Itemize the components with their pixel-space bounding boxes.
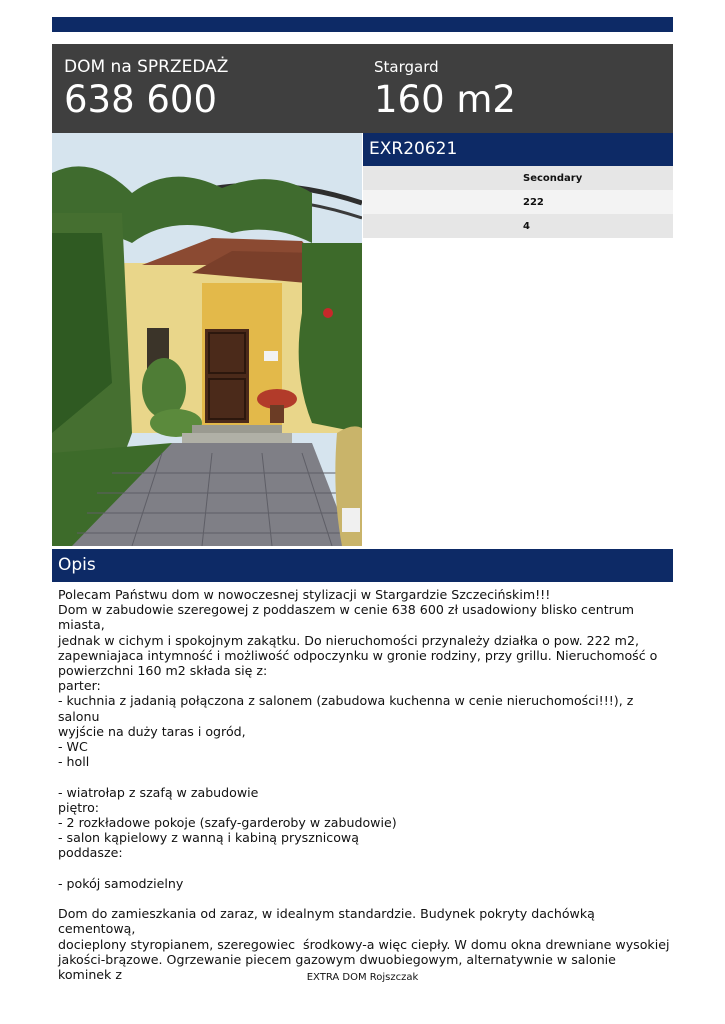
city-label: Stargard: [374, 58, 439, 76]
header-right: [374, 56, 516, 120]
detail-value: Secondary: [523, 173, 583, 184]
detail-value: 4: [523, 221, 530, 232]
listing-ref-bar: [363, 133, 673, 166]
price-value: 638 600: [64, 78, 218, 121]
area-value: 160 m2: [374, 78, 516, 121]
section-title: Opis: [58, 555, 96, 575]
description-text: Polecam Państwu dom w nowoczesnej stylizacji w Stargardzie Szczecińskim!!! Dom w zabudowie szeregowej z poddaszem w cenie 638 600 zł usadowiony blisko centrum miasta, jednak w cichym i spokojnym zakątku. Do nieruchomości przynależy działka o pow. 222 m2, zapewniajaca intymność i możliwość odpoczynku w gronie rodziny, przy grillu. Nieruchomość o powierzchni 160 m2 składa się z: parter: - kuchnia z jadanią połączona z salonem (zabudowa kuchenna w cenie nieruchomości!!!), z salonu wyjście na duży taras i ogród, - WC - holl - wiatrołap z szafą w zabudowie piętro: - 2 rozkładowe pokoje (szafy-garderoby w zabudowie) - salon kąpielowy z wanną i kabiną prysznicową poddasze: - pokój samodzielny Dom do zamieszkania od zaraz, w idealnym standardzie. Budynek pokryty dachówką cementową, docieplony styropianem, szeregowiec środkowy-a więc ciepły. W domu okna drewniane wysokiej jakości-brązowe. Ogrzewanie piecem gazowym dwuobiegowym, alternatywnie w salonie kominek z: [58, 587, 670, 983]
detail-row: [363, 190, 673, 214]
top-accent-bar: [52, 17, 673, 32]
detail-row: [363, 166, 673, 190]
listing-ref-number: EXR20621: [369, 139, 458, 159]
property-type-label: DOM na SPRZEDAŻ: [64, 57, 229, 77]
description-section-bar: [52, 549, 673, 582]
header-left: [64, 56, 228, 120]
listing-header: [52, 44, 673, 133]
footer-agency: EXTRA DOM Rojszczak: [306, 972, 419, 983]
detail-row: [363, 214, 673, 238]
detail-value: 222: [523, 197, 544, 208]
property-photo: [52, 133, 362, 546]
